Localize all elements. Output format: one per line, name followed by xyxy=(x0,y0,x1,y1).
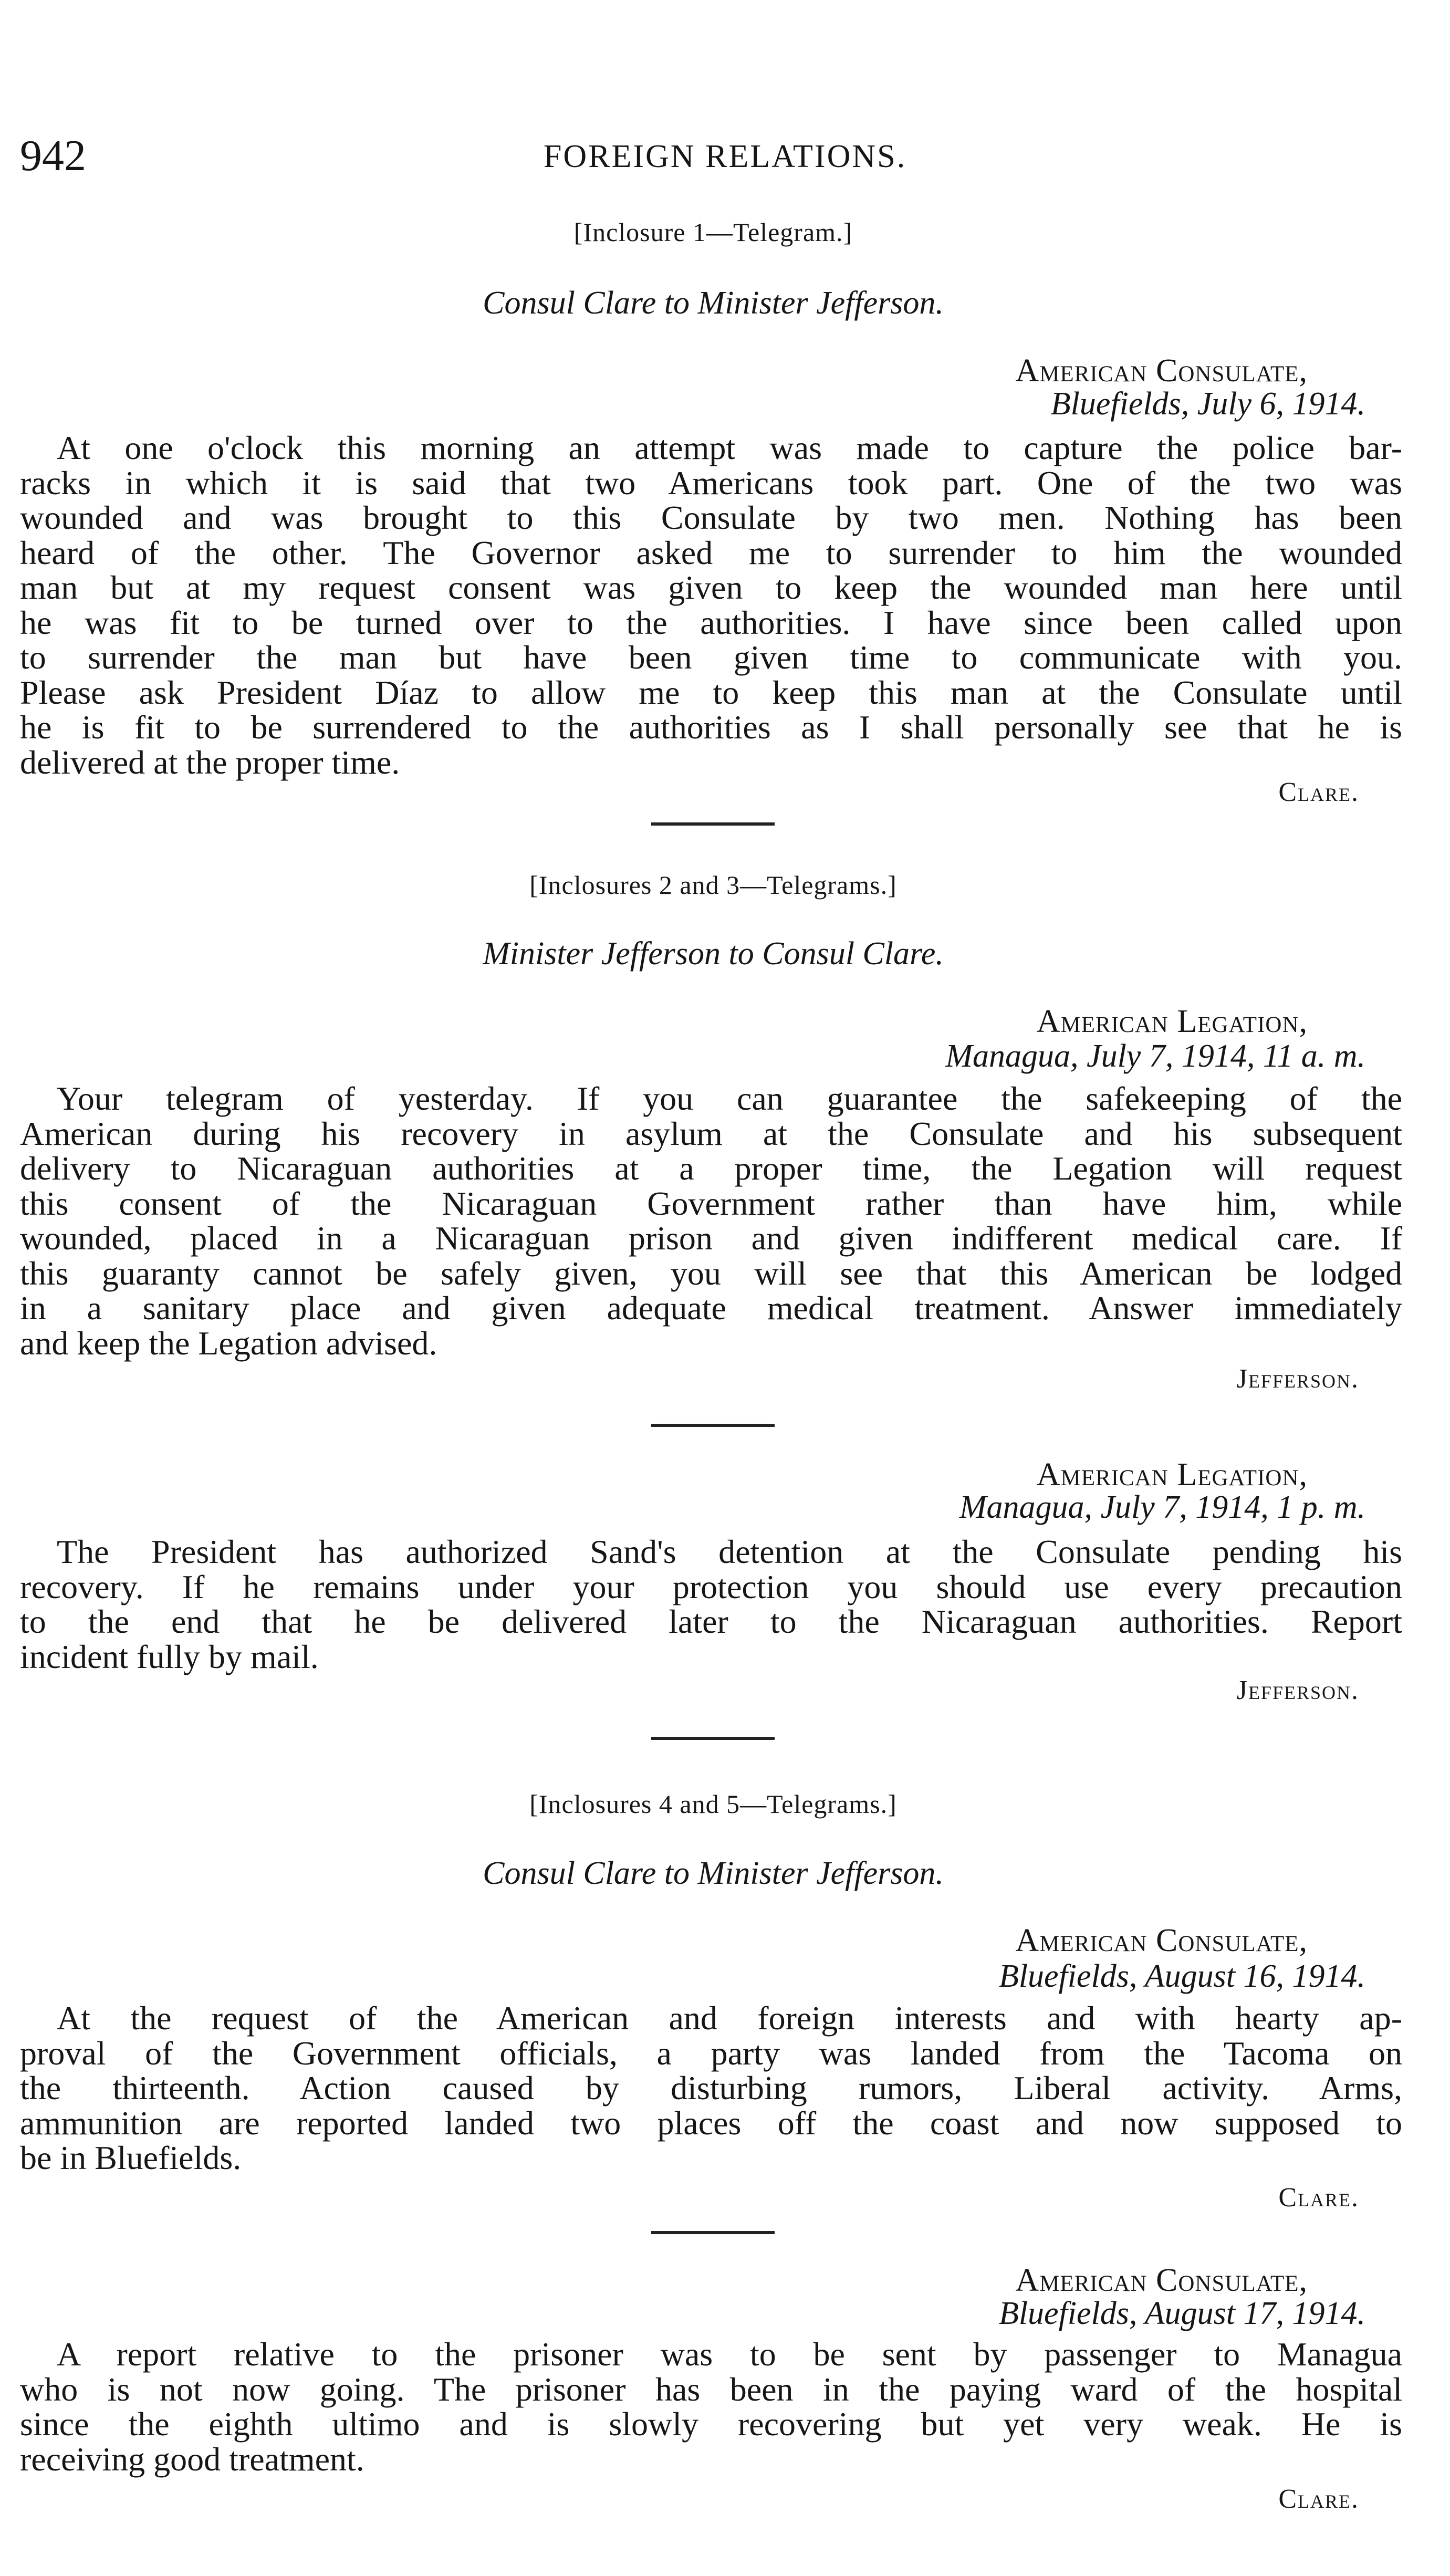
text-line: and keep the Legation advised. xyxy=(20,1324,437,1362)
text-line: The President has authorized Sand's detention at the Consulate pending his xyxy=(57,1533,1402,1570)
signature: Jefferson. xyxy=(1236,1675,1359,1705)
text-line: the thirteenth. Action caused by disturbing rumors, Liberal activity. Arms, xyxy=(20,2069,1402,2106)
page-number: 942 xyxy=(20,131,86,180)
text-line: receiving good treatment. xyxy=(20,2440,364,2478)
text-line: in a sanitary place and given adequate medical treatment. Answer immediately xyxy=(20,1289,1402,1327)
section-divider xyxy=(651,822,775,826)
text-line: he is fit to be surrendered to the authorities as I shall personally see that he is xyxy=(20,708,1402,746)
section-divider xyxy=(651,2231,775,2234)
text-line: who is not now going. The prisoner has been in the paying ward of the hospital xyxy=(20,2370,1402,2408)
signature: Clare. xyxy=(1278,2183,1359,2213)
text-line: incident fully by mail. xyxy=(20,1638,319,1675)
text-line: to the end that he be delivered later to the Nicaraguan authorities. Report xyxy=(20,1603,1402,1640)
text-line: man but at my request consent was given to keep the wounded man here until xyxy=(20,569,1402,606)
text-line: American during his recovery in asylum at the Consulate and his subsequent xyxy=(20,1114,1402,1152)
inclosure-label: [Inclosures 2 and 3—Telegrams.] xyxy=(529,870,897,900)
text-line: since the eighth ultimo and is slowly recovering but yet very weak. He is xyxy=(20,2405,1402,2443)
signature: Clare. xyxy=(1278,2484,1359,2514)
text-line: heard of the other. The Governor asked me to surrender to him the wounded xyxy=(20,534,1402,571)
section-divider xyxy=(651,1424,775,1427)
text-line: he was fit to be turned over to the authorities. I have since been called upon xyxy=(20,603,1402,641)
dateline: Bluefields, August 16, 1914. xyxy=(998,1958,1365,1994)
text-line: to surrender the man but have been given time to communicate with you. xyxy=(20,639,1402,676)
text-line: proval of the Government officials, a party was landed from the Tacoma on xyxy=(20,2034,1402,2072)
address: American Consulate, xyxy=(1015,353,1308,389)
inclosure-label: [Inclosures 4 and 5—Telegrams.] xyxy=(529,1789,897,1819)
text-line: Please ask President Díaz to allow me to keep this man at the Consulate until xyxy=(20,673,1402,711)
telegram-body xyxy=(20,1535,1402,1674)
text-line: this consent of the Nicaraguan Government rather than have him, while xyxy=(20,1184,1402,1222)
signature: Clare. xyxy=(1278,777,1359,807)
inclosure-label: [Inclosure 1—Telegram.] xyxy=(573,217,853,247)
text-line: racks in which it is said that two Americans took part. One of the two was xyxy=(20,464,1402,502)
text-line: this guaranty cannot be safely given, you will see that this American be lodged xyxy=(20,1254,1402,1292)
text-line: At one o'clock this morning an attempt was made to capture the police bar- xyxy=(57,429,1402,466)
dateline: Bluefields, August 17, 1914. xyxy=(998,2296,1365,2331)
section-title: Minister Jefferson to Consul Clare. xyxy=(483,936,944,972)
text-line: At the request of the American and foreign interests and with hearty ap- xyxy=(57,1999,1402,2037)
telegram-body xyxy=(20,2001,1402,2176)
address: American Consulate, xyxy=(1015,2262,1308,2298)
text-line: wounded and was brought to this Consulate by two men. Nothing has been xyxy=(20,499,1402,536)
text-line: wounded, placed in a Nicaraguan prison and given indifferent medical care. If xyxy=(20,1219,1402,1257)
telegram-body xyxy=(20,2337,1402,2477)
dateline: Bluefields, July 6, 1914. xyxy=(1050,386,1365,422)
signature: Jefferson. xyxy=(1236,1364,1359,1394)
telegram-body xyxy=(20,431,1402,780)
telegram-body xyxy=(20,1081,1402,1361)
text-line: Your telegram of yesterday. If you can guarantee the safekeeping of the xyxy=(57,1080,1402,1117)
text-line: ammunition are reported landed two places off the coast and now supposed to xyxy=(20,2104,1402,2142)
section-divider xyxy=(651,1737,775,1740)
text-line: be in Bluefields. xyxy=(20,2139,242,2176)
text-line: delivered at the proper time. xyxy=(20,743,400,781)
text-line: recovery. If he remains under your protection you should use every precaution xyxy=(20,1568,1402,1605)
section-title: Consul Clare to Minister Jefferson. xyxy=(483,285,944,321)
section-title: Consul Clare to Minister Jefferson. xyxy=(483,1855,944,1891)
dateline: Managua, July 7, 1914, 1 p. m. xyxy=(959,1489,1365,1525)
text-line: A report relative to the prisoner was to be sent by passenger to Managua xyxy=(57,2335,1402,2373)
address: American Legation, xyxy=(1036,1457,1308,1493)
address: American Legation, xyxy=(1036,1004,1308,1039)
text-line: delivery to Nicaraguan authorities at a proper time, the Legation will request xyxy=(20,1150,1402,1187)
address: American Consulate, xyxy=(1015,1923,1308,1958)
running-title: FOREIGN RELATIONS. xyxy=(543,139,907,174)
dateline: Managua, July 7, 1914, 11 a. m. xyxy=(945,1038,1365,1074)
